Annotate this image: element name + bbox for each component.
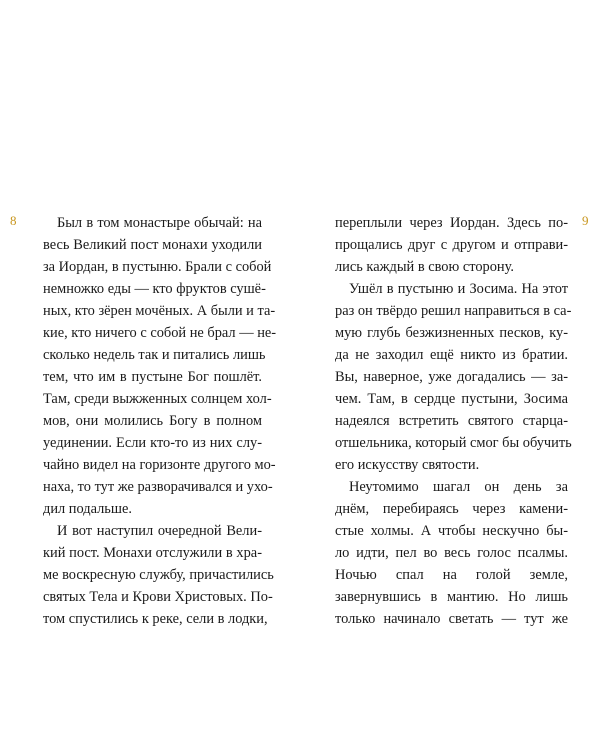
text-line: да не заходил ещё никто из братии. xyxy=(335,347,568,363)
text-line: Был в том монастыре обычай: на xyxy=(57,215,262,231)
text-line: стые холмы. А чтобы нескучно бы- xyxy=(335,523,568,539)
text-line: том спустились к реке, сели в лодки, xyxy=(43,611,268,627)
text-line: кий пост. Монахи отслужили в хра- xyxy=(43,545,262,561)
text-line: только начинало светать — тут же xyxy=(335,611,568,627)
text-line: Вы, наверное, уже догадались — за- xyxy=(335,369,568,385)
text-line: отшельника, который смог бы обучить xyxy=(335,435,572,451)
text-line: переплыли через Иордан. Здесь по- xyxy=(335,215,568,231)
text-line: надеялся встретить святого старца- xyxy=(335,413,568,429)
text-line: Ушёл в пустыню и Зосима. На этот xyxy=(349,281,568,297)
text-line: прощались друг с другом и отправи- xyxy=(335,237,568,253)
page-number-left: 8 xyxy=(10,213,17,228)
text-line: святых Тела и Крови Христовых. По- xyxy=(43,589,273,605)
text-line: немножко еды — кто фруктов сушё- xyxy=(43,281,266,297)
text-line: мов, они молились Богу в полном xyxy=(43,413,262,429)
text-line: чем. Там, в сердце пустыни, Зосима xyxy=(335,391,568,407)
text-line: ло идти, пел во весь голос псалмы. xyxy=(335,545,568,561)
text-line: Там, среди выжженных солнцем хол- xyxy=(43,391,272,407)
text-line: его искусству святости. xyxy=(335,457,480,473)
page-number-right: 9 xyxy=(582,213,589,228)
text-line: лись каждый в свою сторону. xyxy=(335,259,514,275)
text-line: сколько недель так и питались лишь xyxy=(43,347,266,363)
text-line: завернувшись в мантию. Но лишь xyxy=(335,589,568,605)
text-line: ных, кто зёрен мочёных. А были и та- xyxy=(43,303,276,319)
text-line: Ночью спал на голой земле, xyxy=(335,567,568,583)
text-line: ме воскресную службу, причастились xyxy=(43,567,274,583)
text-line: уединении. Если кто-то из них слу- xyxy=(43,435,262,451)
text-line: чайно видел на горизонте другого мо- xyxy=(43,457,276,473)
text-line: тем, что им в пустыне Бог пошлёт. xyxy=(43,369,262,385)
text-line: Неутомимо шагал он день за xyxy=(349,479,568,495)
text-line: весь Великий пост монахи уходили xyxy=(43,237,262,253)
text-line: дил подальше. xyxy=(43,501,132,517)
right-page-text xyxy=(335,212,572,630)
text-line: за Иордан, в пустыню. Брали с собой xyxy=(43,259,272,275)
text-line: раз он твёрдо решил направиться в са- xyxy=(335,303,572,319)
left-page-text xyxy=(43,212,277,630)
text-line: мую глубь безжизненных песков, ку- xyxy=(335,325,568,341)
text-line: наха, то тут же разворачивался и ухо- xyxy=(43,479,273,495)
text-line: И вот наступил очередной Вели- xyxy=(57,523,262,539)
text-line: кие, кто ничего с собой не брал — не- xyxy=(43,325,277,341)
text-line: днём, перебираясь через камени- xyxy=(335,501,568,517)
